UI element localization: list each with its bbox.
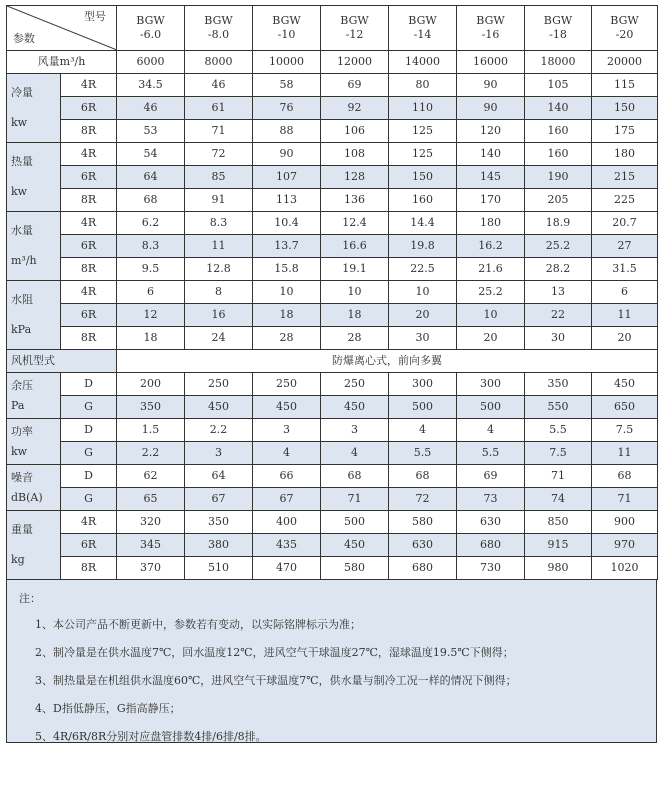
value-cell: 19.1 [321,258,389,281]
data-row [7,442,658,465]
value-cell: 16.6 [321,235,389,258]
value-cell: 125 [389,120,457,143]
airflow-row [7,51,658,74]
sub-label: 4R [61,212,117,235]
value-cell: 5.5 [389,442,457,465]
sub-label: 8R [61,557,117,580]
value-cell: 69 [321,74,389,97]
data-row [7,281,658,304]
fan-type-value: 防爆离心式，前向多翼 [117,350,658,373]
value-cell: 345 [117,534,185,557]
value-cell: 205 [525,189,592,212]
value-cell: 4 [253,442,321,465]
sub-label: D [61,373,117,396]
header-row [7,6,658,51]
value-cell: 5.5 [525,419,592,442]
value-cell: 110 [389,97,457,120]
value-cell: 10 [321,281,389,304]
value-cell: 25.2 [457,281,525,304]
data-row [7,235,658,258]
corner-bottom-label: 参数 [13,32,35,45]
data-row [7,511,658,534]
value-cell: 65 [117,488,185,511]
value-cell: 115 [592,74,658,97]
model-code: -14 [413,28,432,41]
fan-type-label: 风机型式 [7,350,117,373]
value-cell: 90 [457,74,525,97]
value-cell: 68 [117,189,185,212]
value-cell: 11 [592,442,658,465]
value-cell: 5.5 [457,442,525,465]
value-cell: 31.5 [592,258,658,281]
value-cell: 18.9 [525,212,592,235]
group-label [7,465,61,511]
value-cell: 680 [457,534,525,557]
group-unit: Pa [11,398,25,412]
value-cell: 580 [321,557,389,580]
value-cell: 19.8 [389,235,457,258]
value-cell: 160 [525,120,592,143]
model-header [321,6,389,51]
model-series: BGW [476,14,505,27]
model-header [185,6,253,51]
airflow-value: 6000 [117,51,185,74]
sub-label: 6R [61,166,117,189]
model-header [389,6,457,51]
group-name: 水阻 [11,293,33,306]
sub-label: G [61,396,117,419]
value-cell: 400 [253,511,321,534]
data-row [7,534,658,557]
value-cell: 90 [253,143,321,166]
sub-label: 4R [61,143,117,166]
value-cell: 10.4 [253,212,321,235]
value-cell: 10 [253,281,321,304]
value-cell: 7.5 [592,419,658,442]
value-cell: 61 [185,97,253,120]
airflow-value: 20000 [592,51,658,74]
value-cell: 250 [185,373,253,396]
value-cell: 105 [525,74,592,97]
value-cell: 450 [321,396,389,419]
sub-label: D [61,419,117,442]
value-cell: 500 [321,511,389,534]
airflow-value: 18000 [525,51,592,74]
data-row [7,189,658,212]
value-cell: 350 [525,373,592,396]
value-cell: 16 [185,304,253,327]
value-cell: 71 [592,488,658,511]
value-cell: 34.5 [117,74,185,97]
value-cell: 20 [592,327,658,350]
value-cell: 300 [389,373,457,396]
model-code: -10 [277,28,296,41]
model-series: BGW [340,14,369,27]
value-cell: 58 [253,74,321,97]
group-unit: m³/h [11,254,37,267]
value-cell: 46 [117,97,185,120]
value-cell: 150 [389,166,457,189]
group-unit: kw [11,444,28,458]
value-cell: 9.5 [117,258,185,281]
value-cell: 170 [457,189,525,212]
sub-label: G [61,488,117,511]
value-cell: 140 [525,97,592,120]
value-cell: 4 [457,419,525,442]
value-cell: 14.4 [389,212,457,235]
value-cell: 140 [457,143,525,166]
value-cell: 160 [525,143,592,166]
value-cell: 136 [321,189,389,212]
value-cell: 225 [592,189,658,212]
value-cell: 28.2 [525,258,592,281]
model-series: BGW [408,14,437,27]
value-cell: 1020 [592,557,658,580]
data-row [7,373,658,396]
airflow-value: 8000 [185,51,253,74]
value-cell: 64 [185,465,253,488]
group-unit: kw [11,185,28,198]
data-row [7,327,658,350]
model-header [525,6,592,51]
value-cell: 350 [185,511,253,534]
value-cell: 12.8 [185,258,253,281]
value-cell: 300 [457,373,525,396]
value-cell: 3 [321,419,389,442]
value-cell: 10 [389,281,457,304]
value-cell: 72 [185,143,253,166]
value-cell: 88 [253,120,321,143]
value-cell: 380 [185,534,253,557]
sub-label: 6R [61,235,117,258]
airflow-label: 风量m³/h [7,51,117,74]
group-unit: dB(A) [11,490,43,504]
value-cell: 54 [117,143,185,166]
data-row [7,212,658,235]
model-series: BGW [272,14,301,27]
model-header [117,6,185,51]
value-cell: 76 [253,97,321,120]
sub-label: 8R [61,327,117,350]
value-cell: 20 [457,327,525,350]
model-code: -6.0 [139,28,162,41]
value-cell: 68 [321,465,389,488]
value-cell: 24 [185,327,253,350]
value-cell: 175 [592,120,658,143]
value-cell: 900 [592,511,658,534]
corner-top-label: 型号 [84,10,106,23]
value-cell: 4 [321,442,389,465]
sub-label: 8R [61,189,117,212]
group-label [7,74,61,143]
value-cell: 28 [321,327,389,350]
value-cell: 67 [185,488,253,511]
value-cell: 500 [457,396,525,419]
note-line: 2、制冷量是在供水温度7℃，回水温度12℃，进风空气干球温度27℃，湿球温度19.5℃下侧得； [35,646,514,659]
value-cell: 470 [253,557,321,580]
value-cell: 980 [525,557,592,580]
group-name: 冷量 [11,86,33,99]
group-label [7,419,61,465]
value-cell: 320 [117,511,185,534]
value-cell: 630 [457,511,525,534]
sub-label: 8R [61,120,117,143]
value-cell: 2.2 [117,442,185,465]
value-cell: 215 [592,166,658,189]
value-cell: 12 [117,304,185,327]
value-cell: 180 [592,143,658,166]
value-cell: 12.4 [321,212,389,235]
value-cell: 28 [253,327,321,350]
spec-table [6,5,658,580]
value-cell: 20.7 [592,212,658,235]
value-cell: 30 [525,327,592,350]
value-cell: 3 [185,442,253,465]
model-series: BGW [543,14,573,27]
value-cell: 850 [525,511,592,534]
value-cell: 13 [525,281,592,304]
group-name: 水量 [11,224,33,237]
group-unit: kg [11,553,25,566]
sub-label: G [61,442,117,465]
value-cell: 46 [185,74,253,97]
data-row [7,304,658,327]
value-cell: 90 [457,97,525,120]
note-line: 4、D指低静压，G指高静压； [35,702,181,715]
value-cell: 68 [592,465,658,488]
notes-title: 注： [19,592,41,605]
data-row [7,143,658,166]
value-cell: 13.7 [253,235,321,258]
model-series: BGW [136,14,165,27]
value-cell: 67 [253,488,321,511]
sub-label: 6R [61,534,117,557]
data-row [7,396,658,419]
group-name: 噪音 [11,470,33,484]
value-cell: 450 [321,534,389,557]
value-cell: 510 [185,557,253,580]
value-cell: 11 [185,235,253,258]
value-cell: 20 [389,304,457,327]
value-cell: 250 [321,373,389,396]
sub-label: D [61,465,117,488]
value-cell: 435 [253,534,321,557]
model-header [457,6,525,51]
spec-table-body [7,6,658,580]
data-row [7,258,658,281]
sub-label: 4R [61,511,117,534]
group-name: 热量 [11,155,33,168]
value-cell: 30 [389,327,457,350]
model-code: -18 [549,28,567,41]
value-cell: 970 [592,534,658,557]
value-cell: 22.5 [389,258,457,281]
value-cell: 62 [117,465,185,488]
value-cell: 8.3 [117,235,185,258]
value-cell: 106 [321,120,389,143]
value-cell: 8 [185,281,253,304]
value-cell: 145 [457,166,525,189]
value-cell: 128 [321,166,389,189]
airflow-value: 12000 [321,51,389,74]
value-cell: 85 [185,166,253,189]
value-cell: 160 [389,189,457,212]
model-code: -16 [481,28,500,41]
value-cell: 113 [253,189,321,212]
value-cell: 66 [253,465,321,488]
value-cell: 74 [525,488,592,511]
value-cell: 11 [592,304,658,327]
value-cell: 180 [457,212,525,235]
group-name: 重量 [11,523,33,536]
value-cell: 108 [321,143,389,166]
model-header [253,6,321,51]
value-cell: 915 [525,534,592,557]
value-cell: 500 [389,396,457,419]
group-label [7,143,61,212]
data-row [7,557,658,580]
value-cell: 72 [389,488,457,511]
airflow-value: 14000 [389,51,457,74]
group-label [7,511,61,580]
value-cell: 73 [457,488,525,511]
value-cell: 15.8 [253,258,321,281]
value-cell: 10 [457,304,525,327]
value-cell: 18 [321,304,389,327]
value-cell: 120 [457,120,525,143]
value-cell: 8.3 [185,212,253,235]
value-cell: 6.2 [117,212,185,235]
corner-cell [7,6,117,51]
value-cell: 630 [389,534,457,557]
value-cell: 450 [185,396,253,419]
data-row [7,74,658,97]
value-cell: 3 [253,419,321,442]
value-cell: 6 [117,281,185,304]
value-cell: 1.5 [117,419,185,442]
value-cell: 370 [117,557,185,580]
group-unit: kw [11,116,28,129]
value-cell: 190 [525,166,592,189]
value-cell: 650 [592,396,658,419]
model-code: -20 [615,28,634,41]
data-row [7,97,658,120]
value-cell: 6 [592,281,658,304]
value-cell: 18 [253,304,321,327]
value-cell: 350 [117,396,185,419]
data-row [7,419,658,442]
value-cell: 27 [592,235,658,258]
note-line: 1、本公司产品不断更新中，参数若有变动，以实际铭牌标示为准； [35,618,361,631]
value-cell: 125 [389,143,457,166]
model-series: BGW [204,14,233,27]
value-cell: 80 [389,74,457,97]
group-name: 功率 [11,424,33,438]
value-cell: 550 [525,396,592,419]
value-cell: 22 [525,304,592,327]
data-row [7,120,658,143]
value-cell: 450 [592,373,658,396]
value-cell: 250 [253,373,321,396]
value-cell: 71 [525,465,592,488]
value-cell: 580 [389,511,457,534]
note-line: 5、4R/6R/8R分别对应盘管排数4排/6排/8排。 [35,730,267,743]
airflow-value: 16000 [457,51,525,74]
model-series: BGW [610,14,639,27]
group-label [7,212,61,281]
value-cell: 92 [321,97,389,120]
value-cell: 53 [117,120,185,143]
value-cell: 2.2 [185,419,253,442]
value-cell: 25.2 [525,235,592,258]
model-header [592,6,658,51]
data-row [7,488,658,511]
data-row [7,166,658,189]
fan-type-row [7,350,658,373]
value-cell: 21.6 [457,258,525,281]
value-cell: 16.2 [457,235,525,258]
sub-label: 6R [61,97,117,120]
value-cell: 7.5 [525,442,592,465]
model-code: -12 [345,28,364,41]
note-line: 3、制热量是在机组供水温度60℃，进风空气干球温度7℃，供水量与制冷工况一样的情况下侧得； [35,674,517,687]
sub-label: 4R [61,281,117,304]
value-cell: 107 [253,166,321,189]
value-cell: 4 [389,419,457,442]
value-cell: 91 [185,189,253,212]
airflow-value: 10000 [253,51,321,74]
sub-label: 6R [61,304,117,327]
value-cell: 69 [457,465,525,488]
model-code: -8.0 [207,28,230,41]
value-cell: 64 [117,166,185,189]
group-label [7,373,61,419]
sub-label: 4R [61,74,117,97]
value-cell: 68 [389,465,457,488]
value-cell: 71 [185,120,253,143]
value-cell: 200 [117,373,185,396]
notes-box [6,580,657,743]
value-cell: 71 [321,488,389,511]
group-name: 余压 [11,378,33,392]
data-row [7,465,658,488]
spec-sheet [6,5,657,743]
value-cell: 18 [117,327,185,350]
sub-label: 8R [61,258,117,281]
value-cell: 730 [457,557,525,580]
value-cell: 680 [389,557,457,580]
value-cell: 450 [253,396,321,419]
group-label [7,281,61,350]
value-cell: 150 [592,97,658,120]
group-unit: kPa [11,323,32,336]
